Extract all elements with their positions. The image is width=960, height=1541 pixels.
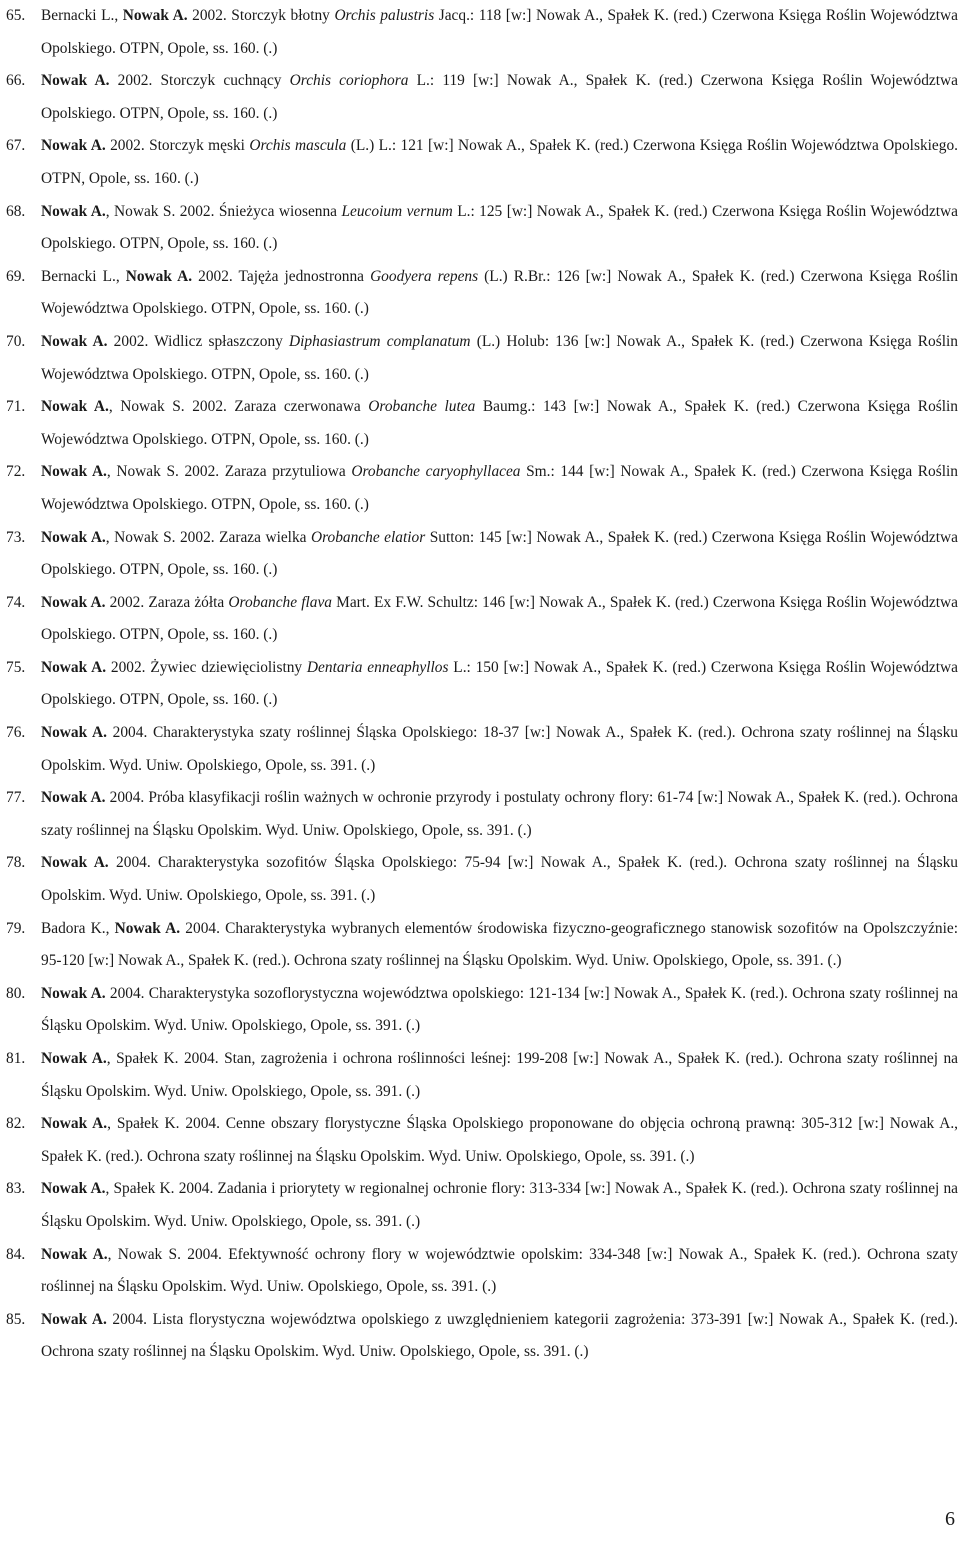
reference-number: 84.	[6, 1245, 26, 1263]
reference-number: 76.	[6, 724, 26, 742]
reference-entry	[6, 522, 958, 587]
reference-author: Nowak A.	[122, 7, 188, 24]
reference-year: 2004	[178, 1180, 210, 1198]
reference-body: Nowak A., Nowak S. 2002. Zaraza wielka Orobanche elatior Sutton: 145 [w:] Nowak A., Spałek K. (red.) Czerwona Księga Roślin Województwa Opolskiego. OTPN, Opole, ss. 160. (.)	[41, 528, 958, 579]
reference-body: Nowak A. 2002. Storczyk cuchnący Orchis coriophora L.: 119 [w:] Nowak A., Spałek K. (red.) Czerwona Księga Roślin Województwa Opolskiego. OTPN, Opole, ss. 160. (.)	[41, 72, 958, 122]
reference-title: Storczyk męski	[149, 137, 245, 155]
reference-author: Nowak A.	[41, 789, 106, 807]
reference-species: Dentaria enneaphyllos	[306, 658, 449, 676]
reference-entry	[6, 978, 958, 1043]
reference-title: Lista florystyczna województwa opolskiego z uwzględnieniem kategorii zagrożenia: 373-391 [w:] Nowak A., Spałek K. (red.). Ochrona szaty roślinnej na Śląsku Opolskim. Wyd. Uniw. Opolskiego, Opole, ss. 391. (.)	[41, 1310, 958, 1361]
reference-title: Storczyk cuchnący	[160, 72, 282, 90]
reference-author: Spałek K.	[116, 1115, 180, 1133]
reference-author: Nowak A.	[41, 332, 108, 350]
reference-author: Nowak A.	[41, 1180, 106, 1198]
reference-source: L.: 150 [w:] Nowak A., Spałek K. (red.) Czerwona Księga Roślin Województwa Opolskiego. OTPN, Opole, ss. 160. (.)	[41, 658, 958, 709]
reference-body: Nowak A. 2002. Widlicz spłaszczony Diphasiastrum complanatum (L.) Holub: 136 [w:] Nowak A., Spałek K. (red.) Czerwona Księga Roślin Województwa Opolskiego. OTPN, Opole, ss. 160. (.)	[41, 332, 958, 383]
reference-source: L.: 119 [w:] Nowak A., Spałek K. (red.) Czerwona Księga Roślin Województwa Opolskiego. OTPN, Opole, ss. 160. (.)	[41, 72, 958, 122]
reference-author: Nowak A.	[125, 267, 193, 285]
reference-source: Sm.: 144 [w:] Nowak A., Spałek K. (red.) Czerwona Księga Roślin Województwa Opolskiego. OTPN, Opole, ss. 160. (.)	[41, 463, 958, 513]
reference-author: Nowak A.	[41, 1310, 107, 1328]
reference-body: Bernacki L., Nowak A. 2002. Tajęża jednostronna Goodyera repens (L.) R.Br.: 126 [w:] Nowak A., Spałek K. (red.) Czerwona Księga Roślin Województwa Opolskiego. OTPN, Opole, ss. 160. (.)	[41, 267, 958, 318]
reference-entry	[6, 391, 958, 456]
reference-entry	[6, 65, 958, 130]
reference-title: Efektywność ochrony flory w województwie opolskim: 334-348 [w:] Nowak A., Spałek K. (red.). Ochrona szaty roślinnej na Śląsku Opolskim. Wyd. Uniw. Opolskiego, Opole, ss. 391. (.)	[41, 1245, 958, 1296]
reference-number: 72.	[6, 463, 26, 481]
reference-species: Orchis coriophora	[289, 72, 409, 90]
reference-year: 2004	[187, 1245, 219, 1263]
reference-author: Spałek K.	[113, 1180, 175, 1198]
reference-body: Nowak A., Spałek K. 2004. Cenne obszary florystyczne Śląska Opolskiego proponowane do objęcia ochroną prawną: 305-312 [w:] Nowak A., Spałek K. (red.). Ochrona szaty roślinnej na Śląsku Opolskim. Wyd. Uniw. Opolskiego, Opole, ss. 391. (.)	[41, 1115, 959, 1165]
reference-author: Nowak A.	[41, 1050, 107, 1067]
reference-title: Żywiec dziewięciolistny	[150, 658, 303, 676]
reference-author: Nowak S.	[116, 463, 179, 481]
reference-entry	[6, 196, 958, 261]
reference-body: Nowak A. 2002. Żywiec dziewięciolistny Dentaria enneaphyllos L.: 150 [w:] Nowak A., Spałek K. (red.) Czerwona Księga Roślin Województwa Opolskiego. OTPN, Opole, ss. 160. (.)	[41, 658, 958, 709]
reference-number: 66.	[6, 72, 26, 90]
reference-body: Nowak A. 2004. Charakterystyka szaty roślinnej Śląska Opolskiego: 18-37 [w:] Nowak A., Spałek K. (red.). Ochrona szaty roślinnej na Śląsku Opolskim. Wyd. Uniw. Opolskiego, Opole, ss. 391. (.)	[41, 724, 958, 774]
reference-species: Diphasiastrum complanatum	[289, 332, 471, 350]
reference-year: 2002	[184, 463, 216, 481]
reference-year: 2004	[112, 1310, 144, 1328]
reference-year: 2004	[109, 984, 141, 1002]
reference-year: 2002	[110, 137, 141, 155]
reference-author: Nowak A.	[41, 854, 109, 872]
reference-number: 81.	[6, 1050, 26, 1067]
reference-year: 2002	[192, 7, 223, 24]
reference-title: Zadania i priorytety w regionalnej ochronie flory: 313-334 [w:] Nowak A., Spałek K. (red.). Ochrona szaty roślinnej na Śląsku Opolskim. Wyd. Uniw. Opolskiego, Opole, ss. 391. (.)	[41, 1180, 958, 1230]
reference-source: Sutton: 145 [w:] Nowak A., Spałek K. (red.) Czerwona Księga Roślin Województwa Opolskiego. OTPN, Opole, ss. 160. (.)	[41, 528, 958, 579]
reference-entry	[6, 847, 958, 912]
reference-title: Charakterystyka wybranych elementów środowiska fizyczno-geograficznego stanowisk sozofitów na Opolszczyźnie: 95-120 [w:] Nowak A., Spałek K. (red.). Ochrona szaty roślinnej na Śląsku Opolskim. Wyd. Uniw. Opolskiego, Opole, ss. 391. (.)	[41, 919, 959, 970]
reference-title: Charakterystyka szaty roślinnej Śląska Opolskiego: 18-37 [w:] Nowak A., Spałek K. (red.). Ochrona szaty roślinnej na Śląsku Opolskim. Wyd. Uniw. Opolskiego, Opole, ss. 391. (.)	[41, 724, 958, 774]
reference-author: Nowak A.	[41, 724, 107, 742]
reference-year: 2002	[198, 267, 229, 285]
reference-author: Bernacki L.	[41, 267, 116, 285]
reference-entry	[6, 1108, 958, 1173]
reference-entry	[6, 782, 958, 847]
reference-species: Leucoium vernum	[341, 202, 453, 220]
reference-entry	[6, 587, 958, 652]
reference-title: Charakterystyka sozoflorystyczna województwa opolskiego: 121-134 [w:] Nowak A., Spałek K. (red.). Ochrona szaty roślinnej na Śląsku Opolskim. Wyd. Uniw. Opolskiego, Opole, ss. 391. (.)	[41, 984, 959, 1035]
reference-title: Zaraza czerwonawa	[234, 398, 361, 416]
reference-number: 82.	[6, 1115, 26, 1133]
reference-author: Nowak A.	[41, 1245, 108, 1263]
reference-entry	[6, 326, 958, 391]
reference-body: Nowak A. 2004. Próba klasyfikacji roślin ważnych w ochronie przyrody i postulaty ochrony flory: 61-74 [w:] Nowak A., Spałek K. (red.). Ochrona szaty roślinnej na Śląsku Opolskim. Wyd. Uniw. Opolskiego, Opole, ss. 391. (.)	[41, 789, 958, 839]
reference-number: 74.	[6, 593, 26, 611]
reference-species: Orobanche lutea	[368, 398, 476, 416]
reference-author: Nowak A.	[41, 202, 106, 220]
reference-number: 69.	[6, 267, 26, 285]
reference-year: 2004	[116, 854, 147, 872]
reference-entry	[6, 652, 958, 717]
reference-list	[6, 0, 958, 1369]
reference-title: Cenne obszary florystyczne Śląska Opolskiego proponowane do objęcia ochroną prawną: 305-312 [w:] Nowak A., Spałek K. (red.). Ochrona szaty roślinnej na Śląsku Opolskim. Wyd. Uniw. Opolskiego, Opole, ss. 391. (.)	[41, 1115, 959, 1165]
reference-entry	[6, 456, 958, 521]
reference-year: 2002	[110, 658, 142, 676]
reference-author: Nowak S.	[114, 202, 176, 220]
reference-species: Orobanche flava	[228, 593, 332, 611]
reference-number: 68.	[6, 202, 26, 220]
reference-number: 80.	[6, 984, 26, 1002]
reference-author: Badora K.	[41, 919, 106, 937]
reference-title: Śnieżyca wiosenna	[218, 202, 337, 220]
reference-year: 2004	[185, 1115, 217, 1133]
reference-year: 2002	[192, 398, 224, 416]
reference-title: Próba klasyfikacji roślin ważnych w ochronie przyrody i postulaty ochrony flory: 61-74 [w:] Nowak A., Spałek K. (red.). Ochrona szaty roślinnej na Śląsku Opolskim. Wyd. Uniw. Opolskiego, Opole, ss. 391. (.)	[41, 789, 958, 839]
reference-source: Jacq.: 118 [w:] Nowak A., Spałek K. (red.) Czerwona Księga Roślin Województwa Opolskiego. OTPN, Opole, ss. 160. (.)	[41, 7, 958, 57]
reference-author: Bernacki L.	[41, 7, 115, 24]
reference-number: 77.	[6, 789, 26, 807]
reference-title: Zaraza przytuliowa	[224, 463, 346, 481]
reference-title: Storczyk błotny	[231, 7, 330, 24]
reference-source: L.: 125 [w:] Nowak A., Spałek K. (red.) Czerwona Księga Roślin Województwa Opolskiego. OTPN, Opole, ss. 160. (.)	[41, 202, 959, 253]
reference-author: Nowak A.	[41, 137, 106, 155]
reference-body: Nowak A. 2002. Storczyk męski Orchis mascula (L.) L.: 121 [w:] Nowak A., Spałek K. (red.) Czerwona Księga Roślin Województwa Opolskiego. OTPN, Opole, ss. 160. (.)	[41, 137, 958, 187]
reference-author: Nowak A.	[114, 919, 181, 937]
reference-source: (L.) Holub: 136 [w:] Nowak A., Spałek K. (red.) Czerwona Księga Roślin Województwa Opolskiego. OTPN, Opole, ss. 160. (.)	[41, 332, 958, 383]
reference-entry	[6, 1043, 958, 1108]
reference-body: Nowak A., Spałek K. 2004. Stan, zagrożenia i ochrona roślinności leśnej: 199-208 [w:] Nowak A., Spałek K. (red.). Ochrona szaty roślinnej na Śląsku Opolskim. Wyd. Uniw. Opolskiego, Opole, ss. 391. (.)	[41, 1050, 959, 1100]
reference-body: Nowak A. 2002. Zaraza żółta Orobanche flava Mart. Ex F.W. Schultz: 146 [w:] Nowak A., Spałek K. (red.) Czerwona Księga Roślin Województwa Opolskiego. OTPN, Opole, ss. 160. (.)	[41, 593, 958, 644]
reference-author: Nowak A.	[41, 528, 106, 546]
reference-author: Nowak A.	[41, 72, 110, 90]
reference-entry	[6, 1239, 958, 1304]
reference-source: (L.) L.: 121 [w:] Nowak A., Spałek K. (red.) Czerwona Księga Roślin Województwa Opolskiego. OTPN, Opole, ss. 160. (.)	[41, 137, 958, 187]
reference-entry	[6, 717, 958, 782]
reference-title: Charakterystyka sozofitów Śląska Opolskiego: 75-94 [w:] Nowak A., Spałek K. (red.). Ochrona szaty roślinnej na Śląsku Opolskim. Wyd. Uniw. Opolskiego, Opole, ss. 391. (.)	[41, 854, 958, 905]
reference-entry	[6, 130, 958, 195]
reference-body: Nowak A., Nowak S. 2002. Zaraza czerwonawa Orobanche lutea Baumg.: 143 [w:] Nowak A., Spałek K. (red.) Czerwona Księga Roślin Województwa Opolskiego. OTPN, Opole, ss. 160. (.)	[41, 398, 959, 448]
reference-title: Widlicz spłaszczony	[154, 332, 283, 350]
reference-species: Orchis mascula	[249, 137, 347, 155]
reference-body: Nowak A. 2004. Charakterystyka sozofitów Śląska Opolskiego: 75-94 [w:] Nowak A., Spałek K. (red.). Ochrona szaty roślinnej na Śląsku Opolskim. Wyd. Uniw. Opolskiego, Opole, ss. 391. (.)	[41, 854, 958, 905]
reference-author: Spałek K.	[116, 1050, 179, 1067]
reference-entry	[6, 1304, 958, 1369]
reference-entry	[6, 0, 958, 65]
reference-author: Nowak A.	[41, 593, 106, 611]
reference-source: Mart. Ex F.W. Schultz: 146 [w:] Nowak A., Spałek K. (red.) Czerwona Księga Roślin Województwa Opolskiego. OTPN, Opole, ss. 160. (.)	[41, 593, 958, 644]
reference-author: Nowak A.	[41, 1115, 108, 1133]
reference-species: Orobanche caryophyllacea	[351, 463, 521, 481]
reference-year: 2004	[185, 919, 217, 937]
reference-year: 2004	[112, 724, 144, 742]
reference-author: Nowak A.	[41, 463, 107, 481]
reference-species: Goodyera repens	[370, 267, 479, 285]
reference-author: Nowak S.	[120, 398, 185, 416]
reference-source: (L.) R.Br.: 126 [w:] Nowak A., Spałek K. (red.) Czerwona Księga Roślin Województwa Opolskiego. OTPN, Opole, ss. 160. (.)	[41, 267, 958, 318]
reference-author: Nowak A.	[41, 398, 109, 416]
reference-author: Nowak A.	[41, 658, 107, 676]
reference-number: 83.	[6, 1180, 26, 1198]
reference-body: Nowak A., Nowak S. 2004. Efektywność ochrony flory w województwie opolskim: 334-348 [w:] Nowak A., Spałek K. (red.). Ochrona szaty roślinnej na Śląsku Opolskim. Wyd. Uniw. Opolskiego, Opole, ss. 391. (.)	[41, 1245, 958, 1296]
reference-number: 85.	[6, 1310, 26, 1328]
reference-body: Nowak A., Spałek K. 2004. Zadania i priorytety w regionalnej ochronie flory: 313-334 [w:] Nowak A., Spałek K. (red.). Ochrona szaty roślinnej na Śląsku Opolskim. Wyd. Uniw. Opolskiego, Opole, ss. 391. (.)	[41, 1180, 958, 1230]
reference-body: Nowak A. 2004. Lista florystyczna województwa opolskiego z uwzględnieniem kategorii zagrożenia: 373-391 [w:] Nowak A., Spałek K. (red.). Ochrona szaty roślinnej na Śląsku Opolskim. Wyd. Uniw. Opolskiego, Opole, ss. 391. (.)	[41, 1310, 958, 1361]
reference-species: Orchis palustris	[334, 7, 435, 24]
reference-source: Baumg.: 143 [w:] Nowak A., Spałek K. (red.) Czerwona Księga Roślin Województwa Opolskiego. OTPN, Opole, ss. 160. (.)	[41, 398, 959, 448]
reference-body: Nowak A. 2004. Charakterystyka sozoflorystyczna województwa opolskiego: 121-134 [w:] Nowak A., Spałek K. (red.). Ochrona szaty roślinnej na Śląsku Opolskim. Wyd. Uniw. Opolskiego, Opole, ss. 391. (.)	[41, 984, 959, 1035]
reference-number: 75.	[6, 658, 26, 676]
reference-entry	[6, 913, 958, 978]
page-number: 6	[945, 1508, 955, 1530]
reference-year: 2004	[183, 1050, 215, 1067]
reference-number: 70.	[6, 332, 26, 350]
reference-year: 2002	[117, 72, 149, 90]
reference-year: 2002	[109, 593, 141, 611]
reference-author: Nowak S.	[117, 1245, 181, 1263]
reference-body: Nowak A., Nowak S. 2002. Śnieżyca wiosenna Leucoium vernum L.: 125 [w:] Nowak A., Spałek K. (red.) Czerwona Księga Roślin Województwa Opolskiego. OTPN, Opole, ss. 160. (.)	[41, 202, 959, 253]
reference-year: 2002	[113, 332, 145, 350]
reference-entry	[6, 261, 958, 326]
reference-entry	[6, 1173, 958, 1238]
reference-author: Nowak A.	[41, 984, 106, 1002]
reference-number: 79.	[6, 919, 26, 937]
reference-title: Zaraza wielka	[219, 528, 307, 546]
reference-title: Tajęża jednostronna	[238, 267, 365, 285]
reference-number: 67.	[6, 137, 26, 155]
reference-number: 73.	[6, 528, 26, 546]
reference-year: 2002	[179, 528, 211, 546]
reference-number: 71.	[6, 398, 26, 416]
reference-title: Zaraza żółta	[148, 593, 225, 611]
reference-year: 2002	[179, 202, 211, 220]
reference-author: Nowak S.	[114, 528, 176, 546]
reference-body: Bernacki L., Nowak A. 2002. Storczyk błotny Orchis palustris Jacq.: 118 [w:] Nowak A., Spałek K. (red.) Czerwona Księga Roślin Województwa Opolskiego. OTPN, Opole, ss. 160. (.)	[41, 7, 958, 57]
reference-body: Nowak A., Nowak S. 2002. Zaraza przytuliowa Orobanche caryophyllacea Sm.: 144 [w:] Nowak A., Spałek K. (red.) Czerwona Księga Roślin Województwa Opolskiego. OTPN, Opole, ss. 160. (.)	[41, 463, 958, 513]
reference-number: 78.	[6, 854, 26, 872]
reference-number: 65.	[6, 7, 26, 24]
reference-species: Orobanche elatior	[310, 528, 426, 546]
reference-year: 2004	[109, 789, 141, 807]
reference-body: Badora K., Nowak A. 2004. Charakterystyka wybranych elementów środowiska fizyczno-geograficznego stanowisk sozofitów na Opolszczyźnie: 95-120 [w:] Nowak A., Spałek K. (red.). Ochrona szaty roślinnej na Śląsku Opolskim. Wyd. Uniw. Opolskiego, Opole, ss. 391. (.)	[41, 919, 959, 970]
reference-title: Stan, zagrożenia i ochrona roślinności leśnej: 199-208 [w:] Nowak A., Spałek K. (red.). Ochrona szaty roślinnej na Śląsku Opolskim. Wyd. Uniw. Opolskiego, Opole, ss. 391. (.)	[41, 1050, 959, 1100]
